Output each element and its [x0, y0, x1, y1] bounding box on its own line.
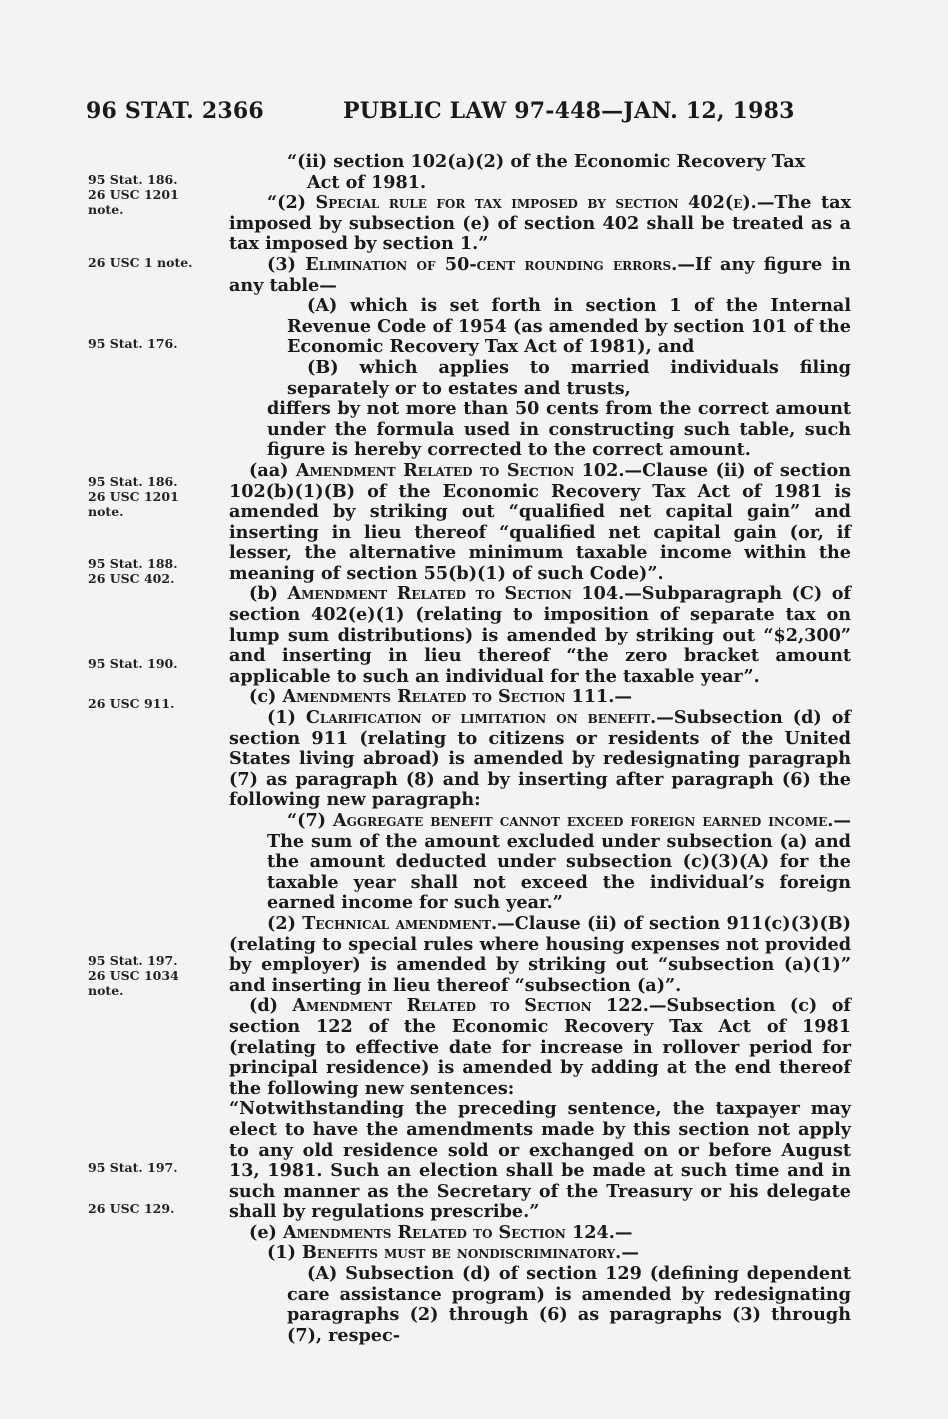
margin-note: 95 Stat. 197.	[88, 1160, 178, 1175]
paragraph: “(2) Special rule for tax imposed by section 402(e).—The tax imposed by subsection (e) of section 402 shall be treated as a tax imposed by section 1.”	[229, 192, 852, 255]
margin-note: 95 Stat. 197. 26 USC 1034 note.	[88, 953, 179, 998]
margin-note: 95 Stat. 188. 26 USC 402.	[88, 556, 178, 586]
margin-note: 26 USC 911.	[88, 696, 175, 711]
margin-note: 95 Stat. 190.	[88, 656, 178, 671]
paragraph: (A) which is set forth in section 1 of the Internal Revenue Code of 1954 (as amended by section 101 of the Economic Recovery Tax Act of 1981), and	[287, 295, 852, 358]
paragraph: (d) Amendment Related to Section 122.—Subsection (c) of section 122 of the Economic Recovery Tax Act of 1981 (relating to effective date for increase in rollover period for principal residence) is amended by adding at the end thereof the following new sentences:	[229, 995, 851, 1099]
paragraph: differs by not more than 50 cents from the correct amount under the formula used in constructing such table, such figure is hereby corrected to the correct amount.	[267, 398, 851, 461]
paragraph: (c) Amendments Related to Section 111.—	[249, 686, 632, 708]
statute-text	[229, 152, 851, 1346]
paragraph: Act of 1981.	[307, 171, 427, 193]
paragraph: “Notwithstanding the preceding sentence, the taxpayer may elect to have the amendments made by this section not apply to any old residence sold or exchanged on or before August 13, 1981. Such an election shall be made at such time and in such manner as the Secretary of the Treasury or his delegate shall by regulations prescribe.”	[229, 1098, 851, 1223]
page-reference: 96 STAT. 2366	[86, 98, 264, 124]
paragraph: (B) which applies to married individuals filing separately or to estates and trusts,	[287, 356, 851, 399]
paragraph: (b) Amendment Related to Section 104.—Subparagraph (C) of section 402(e)(1) (relating to imposition of separate tax on lump sum distributions) is amended by striking out “$2,300” and inserting in lieu thereof “the zero bracket amount applicable to such an individual for the taxable year”.	[229, 583, 851, 687]
margin-note: 95 Stat. 176.	[88, 336, 178, 351]
paragraph: (aa) Amendment Related to Section 102.—Clause (ii) of section 102(b)(1)(B) of the Economic Recovery Tax Act of 1981 is amended by striking out “qualified net capital gain” and inserting in lieu thereof “qualified net capital gain (or, if lesser, the alternative minimum taxable income within the meaning of section 55(b)(1) of such Code)”.	[229, 459, 851, 584]
margin-note: 26 USC 1 note.	[88, 255, 193, 270]
paragraph: (A) Subsection (d) of section 129 (defining dependent care assistance program) is amended by redesignating paragraphs (2) through (6) as paragraphs (3) through (7), respec-	[287, 1263, 851, 1346]
paragraph: (2) Technical amendment.—Clause (ii) of section 911(c)(3)(B) (relating to special rules where housing expenses not provided by employer) is amended by striking out “subsection (a)(1)” and inserting in lieu thereof “subsection (a)”.	[229, 912, 851, 996]
paragraph: (e) Amendments Related to Section 124.—	[249, 1221, 633, 1243]
margin-note: 26 USC 129.	[88, 1201, 175, 1216]
paragraph: (1) Clarification of limitation on benefit.—Subsection (d) of section 911 (relating to citizens or residents of the United States living abroad) is amended by redesignating paragraph (7) as paragraph (8) and by inserting after paragraph (6) the following new paragraph:	[229, 707, 851, 811]
paragraph: “(ii) section 102(a)(2) of the Economic Recovery Tax	[287, 151, 806, 172]
paragraph: “(7) Aggregate benefit cannot exceed foreign earned income.—The sum of the amount excluded under subsection (a) and the amount deducted under subsection (c)(3)(A) for the taxable year shall not exceed the individual’s foreign earned income for such year.”	[267, 810, 851, 914]
paragraph: (1) Benefits must be nondiscriminatory.—	[267, 1242, 639, 1264]
paragraph: (3) Elimination of 50-cent rounding errors.—If any figure in any table—	[229, 253, 851, 296]
margin-note: 95 Stat. 186. 26 USC 1201 note.	[88, 474, 179, 519]
margin-note: 95 Stat. 186. 26 USC 1201 note.	[88, 172, 179, 217]
page-title: PUBLIC LAW 97-448—JAN. 12, 1983	[343, 98, 795, 124]
